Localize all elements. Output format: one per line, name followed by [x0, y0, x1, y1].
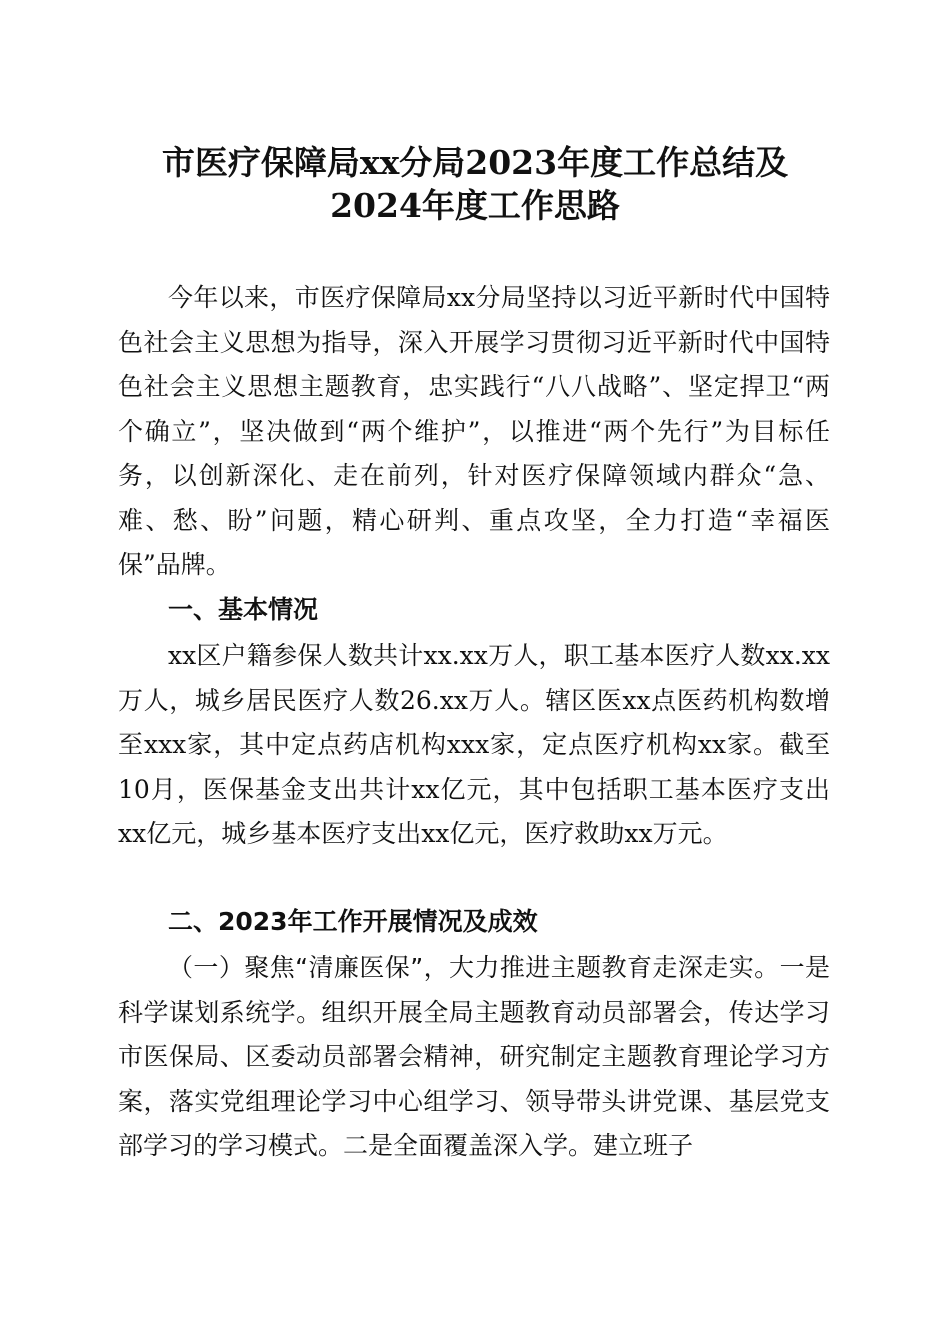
subsection-body-text: 一是科学谋划系统学。组织开展全局主题教育动员部署会，传达学习市医保局、区委动员部署会精神，研究制定主题教育理论学习方案，落实党组理论学习中心组学习、领导带头讲党课、基层党支部学习的学习模式。二是全面覆盖深入学。建立班子: [118, 953, 830, 1160]
document-title-line-1: 市医疗保障局xx分局2023年度工作总结及: [161, 143, 789, 182]
section-heading-2023-work: 二、2023年工作开展情况及成效: [168, 907, 538, 936]
subsection-clean-medical-insurance-paragraph: [118, 946, 830, 1169]
section-heading-basic-situation: 一、基本情况: [168, 595, 319, 624]
document-title-line-2: 2024年度工作思路: [330, 186, 620, 225]
subsection-lead-heading: （一）聚焦“清廉医保”，大力推进主题教育走深走实。: [168, 953, 780, 982]
intro-paragraph: 今年以来，市医疗保障局xx分局坚持以习近平新时代中国特色社会主义思想为指导，深入开展学习贯彻习近平新时代中国特色社会主义思想主题教育，忠实践行“八八战略”、坚定捍卫“两个确立”，坚决做到“两个维护”，以推进“两个先行”为目标任务，以创新深化、走在前列，针对医疗保障领域内群众“急、难、愁、盼”问题，精心研判、重点攻坚，全力打造“幸福医保”品牌。: [118, 283, 830, 579]
basic-situation-paragraph: xx区户籍参保人数共计xx.xx万人，职工基本医疗人数xx.xx万人，城乡居民医疗人数26.xx万人。辖区医xx点医药机构数增至xxx家，其中定点药店机构xxx家，定点医疗机构xx家。截至10月，医保基金支出共计xx亿元，其中包括职工基本医疗支出xx亿元，城乡基本医疗支出xx亿元，医疗救助xx万元。: [118, 641, 830, 848]
